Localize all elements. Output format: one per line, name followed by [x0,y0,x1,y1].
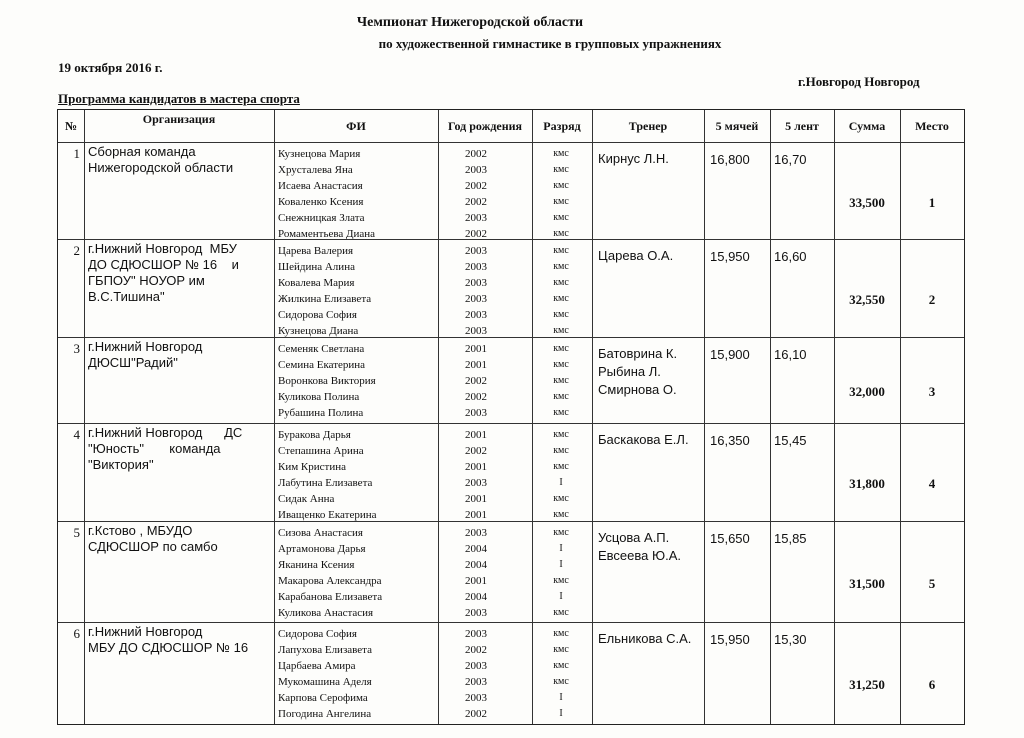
athlete-birth-year: 2003 [465,261,487,273]
athlete-name: Ким Кристина [278,461,347,473]
document-date: 19 октября 2016 г. [58,60,163,75]
document-city: г.Новгород Новгород [798,74,920,89]
athlete-rank: кмс [553,391,569,402]
athlete-birth-year: 2001 [465,359,487,371]
athlete-rank: кмс [553,196,569,207]
athlete-rank: кмс [553,493,569,504]
athlete-birth-year: 2003 [465,293,487,305]
athlete-birth-year: 2004 [465,543,487,555]
athlete-birth-year: 2004 [465,559,487,571]
athlete-birth-year: 2001 [465,575,487,587]
score-total: 31,250 [849,677,885,692]
athlete-name: Рубашина Полина [278,407,364,419]
score-balls: 15,900 [710,347,750,362]
athlete-name: Макарова Александра [278,575,382,587]
athlete-birth-year: 2001 [465,493,487,505]
athlete-name: Коваленко Ксения [278,196,364,208]
score-ribbons: 16,70 [774,152,807,167]
athlete-rank: кмс [553,343,569,354]
athlete-rank: кмс [553,164,569,175]
athlete-birth-year: 2003 [465,676,487,688]
team-number: 4 [73,427,80,442]
score-total: 31,800 [849,476,885,491]
athlete-name: Куликова Анастасия [278,607,374,619]
athlete-birth-year: 2003 [465,692,487,704]
team-place: 1 [928,195,936,210]
athlete-birth-year: 2003 [465,607,487,619]
athlete-birth-year: 2003 [465,212,487,224]
column-header-year: Год рождения [447,119,523,133]
document-title-line1: Чемпионат Нижегородской области [356,15,584,30]
score-ribbons: 16,10 [774,347,807,362]
athlete-name: Погодина Ангелина [278,708,372,720]
score-balls: 15,650 [710,531,750,546]
team-number: 3 [73,341,80,356]
team-place: 4 [928,476,936,491]
athlete-rank: кмс [553,180,569,191]
athlete-rank: I [559,559,563,570]
athlete-name: Иващенко Екатерина [278,509,377,521]
team-place: 6 [928,677,936,692]
program-heading: Программа кандидатов в мастера спорта [58,91,300,106]
athlete-rank: кмс [553,325,569,336]
column-header-balls: 5 мячей [715,119,759,133]
athlete-name: Сизова Анастасия [278,527,363,539]
team-place: 5 [928,576,936,591]
column-header-coach: Тренер [628,119,668,133]
team-number: 6 [73,626,80,641]
athlete-name: Кузнецова Мария [278,148,361,160]
team-number: 1 [73,146,80,161]
athlete-name: Яканина Ксения [278,559,355,571]
athlete-birth-year: 2003 [465,527,487,539]
athlete-name: Семеняк Светлана [278,343,365,355]
team-organization: г.Кстово , МБУДО СДЮСШОР по самбо [88,523,218,554]
athlete-birth-year: 2003 [465,325,487,337]
athlete-name: Лабутина Елизавета [278,477,373,489]
team-place: 3 [928,384,936,399]
column-header-org: Организация [142,112,216,126]
team-coach: Усцова А.П. Евсеева Ю.А. [598,530,682,563]
athlete-name: Сидорова София [278,628,357,640]
athlete-rank: кмс [553,429,569,440]
athlete-rank: кмс [553,676,569,687]
athlete-name: Хрусталева Яна [278,164,353,176]
score-balls: 15,950 [710,249,750,264]
team-number: 5 [73,525,80,540]
team-organization: Сборная команда Нижегородской области [88,144,234,175]
athlete-name: Воронкова Виктория [278,375,376,387]
athlete-rank: кмс [553,509,569,520]
document-title-line2: по художественной гимнастике в групповых упражнениях [378,36,722,51]
athlete-birth-year: 2002 [465,391,487,403]
athlete-rank: кмс [553,461,569,472]
score-total: 31,500 [849,576,885,591]
score-total: 32,550 [849,292,885,307]
team-organization: г.Нижний Новгород МБУ ДО СДЮСШОР № 16 и ГБПОУ" НОУОР им В.С.Тишина" [88,241,239,304]
athlete-birth-year: 2003 [465,660,487,672]
athlete-birth-year: 2001 [465,509,487,521]
results-table [57,109,965,725]
athlete-birth-year: 2003 [465,477,487,489]
athlete-name: Карабанова Елизавета [278,591,383,603]
athlete-rank: кмс [553,375,569,386]
athlete-rank: кмс [553,293,569,304]
athlete-birth-year: 2003 [465,407,487,419]
team-number: 2 [73,243,80,258]
athlete-name: Исаева Анастасия [278,180,363,192]
athlete-rank: I [559,708,563,719]
athlete-rank: кмс [553,309,569,320]
athlete-name: Артамонова Дарья [278,543,366,555]
athlete-name: Сидорова София [278,309,357,321]
athlete-birth-year: 2001 [465,461,487,473]
athlete-birth-year: 2002 [465,445,487,457]
athlete-name: Кузнецова Диана [278,325,359,337]
score-balls: 15,950 [710,632,750,647]
athlete-rank: кмс [553,644,569,655]
athlete-rank: I [559,543,563,554]
team-organization: г.Нижний Новгород ДЮСШ"Радий" [88,339,203,370]
team-coach: Ельникова С.А. [598,631,692,646]
athlete-name: Лапухова Елизавета [278,644,373,656]
athlete-birth-year: 2001 [465,429,487,441]
team-organization: г.Нижний Новгород ДС "Юность" команда "Виктория" [88,425,243,472]
athlete-birth-year: 2002 [465,644,487,656]
score-total: 32,000 [849,384,885,399]
athlete-name: Куликова Полина [278,391,360,403]
athlete-birth-year: 2003 [465,164,487,176]
athlete-rank: кмс [553,407,569,418]
score-total: 33,500 [849,195,885,210]
athlete-name: Шейдина Алина [278,261,355,273]
athlete-name: Степашина Арина [278,445,364,457]
athlete-birth-year: 2002 [465,148,487,160]
athlete-birth-year: 2004 [465,591,487,603]
athlete-birth-year: 2001 [465,343,487,355]
team-coach: Кирнус Л.Н. [598,151,669,166]
athlete-rank: кмс [553,527,569,538]
athlete-rank: кмс [553,245,569,256]
athlete-name: Сидак Анна [278,493,335,505]
athlete-rank: кмс [553,277,569,288]
team-coach: Царева О.А. [598,248,674,263]
athlete-rank: кмс [553,228,569,239]
athlete-name: Карпова Серофима [278,692,368,704]
team-coach: Баскакова Е.Л. [598,432,689,447]
athlete-birth-year: 2003 [465,245,487,257]
athlete-name: Царева Валерия [278,245,354,257]
athlete-name: Царбаева Амира [278,660,356,672]
score-balls: 16,350 [710,433,750,448]
athlete-rank: кмс [553,212,569,223]
athlete-rank: кмс [553,628,569,639]
score-ribbons: 15,30 [774,632,807,647]
score-ribbons: 15,45 [774,433,807,448]
athlete-birth-year: 2003 [465,277,487,289]
athlete-birth-year: 2003 [465,628,487,640]
athlete-name: Буракова Дарья [278,429,351,441]
column-header-place: Место [915,119,949,133]
column-header-rank: Разряд [543,119,581,133]
athlete-birth-year: 2002 [465,708,487,720]
score-ribbons: 15,85 [774,531,807,546]
column-header-sum: Сумма [848,119,886,133]
athlete-name: Семина Екатерина [278,359,366,371]
athlete-rank: I [559,692,563,703]
athlete-name: Ромаментьева Диана [278,228,376,240]
athlete-rank: кмс [553,359,569,370]
column-header-name: ФИ [346,119,366,133]
column-header-num: № [64,119,78,133]
athlete-rank: кмс [553,660,569,671]
athlete-rank: кмс [553,575,569,586]
athlete-name: Ковалева Мария [278,277,355,289]
athlete-birth-year: 2003 [465,309,487,321]
athlete-name: Жилкина Елизавета [278,293,372,305]
score-balls: 16,800 [710,152,750,167]
athlete-name: Мукомашина Аделя [278,676,372,688]
athlete-rank: кмс [553,261,569,272]
team-organization: г.Нижний Новгород МБУ ДО СДЮСШОР № 16 [88,624,249,655]
athlete-rank: кмс [553,445,569,456]
athlete-birth-year: 2002 [465,228,487,240]
athlete-birth-year: 2002 [465,196,487,208]
athlete-birth-year: 2002 [465,180,487,192]
team-coach: Батоврина К. Рыбина Л. Смирнова О. [598,346,678,397]
column-header-ribbons: 5 лент [785,119,819,133]
athlete-rank: I [559,591,563,602]
team-place: 2 [928,292,936,307]
score-ribbons: 16,60 [774,249,807,264]
athlete-rank: кмс [553,607,569,618]
athlete-birth-year: 2002 [465,375,487,387]
athlete-name: Снежницкая Злата [278,212,365,224]
athlete-rank: I [559,477,563,488]
athlete-rank: кмс [553,148,569,159]
